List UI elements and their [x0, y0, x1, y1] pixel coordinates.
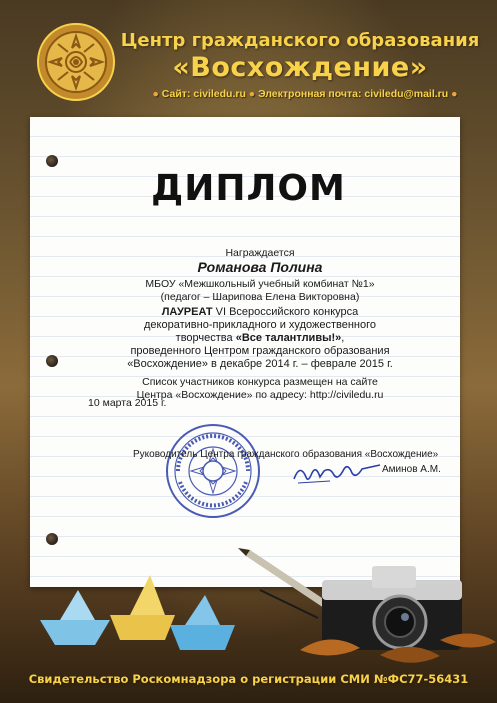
header [0, 0, 497, 112]
punch-hole-icon [46, 155, 58, 167]
laureate-text [80, 306, 440, 371]
laureate-line4: проведенного Центром гражданского образования [130, 345, 390, 357]
laureate-line5: «Восхождение» в декабре 2014 г. – феврале 2015 г. [127, 358, 393, 370]
laureate-line2: декоративно-прикладного и художественного [144, 319, 376, 331]
diploma-title: ДИПЛОМ [151, 168, 346, 209]
director-caption: Руководитель Центра гражданского образования «Восхождение» [133, 449, 439, 460]
signer-name: Аминов А.М. [382, 464, 441, 475]
laureate-line1: VI Всероссийского конкурса [212, 306, 359, 318]
bullet-icon: ● [152, 88, 159, 100]
notice-line2: Центра «Восхождение» по адресу: http://civiledu.ru [136, 389, 384, 401]
teacher-name: (педагог – Шарипова Елена Викторовна) [160, 291, 360, 303]
issue-date: 10 марта 2015 г. [88, 397, 167, 409]
awarded-label: Награждается [225, 247, 295, 259]
signature-icon [290, 455, 385, 487]
punch-hole-icon [46, 355, 58, 367]
organization-name-line1: Центр гражданского образования [120, 30, 480, 51]
laureate-line3-end: , [341, 332, 345, 344]
site-label: Сайт: civiledu.ru [161, 88, 246, 100]
laureate-line3: творчества [175, 332, 236, 344]
camera-icon [322, 566, 462, 650]
recipient-name: Романова Полина [197, 259, 323, 275]
notice-line1: Список участников конкурса размещен на сайте [142, 376, 378, 388]
organization-name-line2: «Восхождение» [172, 52, 428, 83]
contact-line [120, 88, 490, 100]
origami-boats-icon [40, 575, 235, 650]
registration-footer: Свидетельство Роскомнадзора о регистрации СМИ №ФС77-56431 [28, 672, 469, 686]
school-name: МБОУ «Межшкольный учебный комбинат №1» [145, 278, 375, 290]
official-stamp-icon [164, 422, 262, 520]
organization-logo-icon [36, 22, 116, 102]
bullet-icon: ● [451, 88, 458, 100]
laureate-word: ЛАУРЕАТ [161, 306, 213, 318]
decorative-still-life [0, 530, 497, 680]
email-label: Электронная почта: civiledu@mail.ru [258, 88, 449, 100]
bullet-icon: ● [248, 88, 256, 100]
contest-name: «Все талантливы!» [235, 332, 342, 344]
